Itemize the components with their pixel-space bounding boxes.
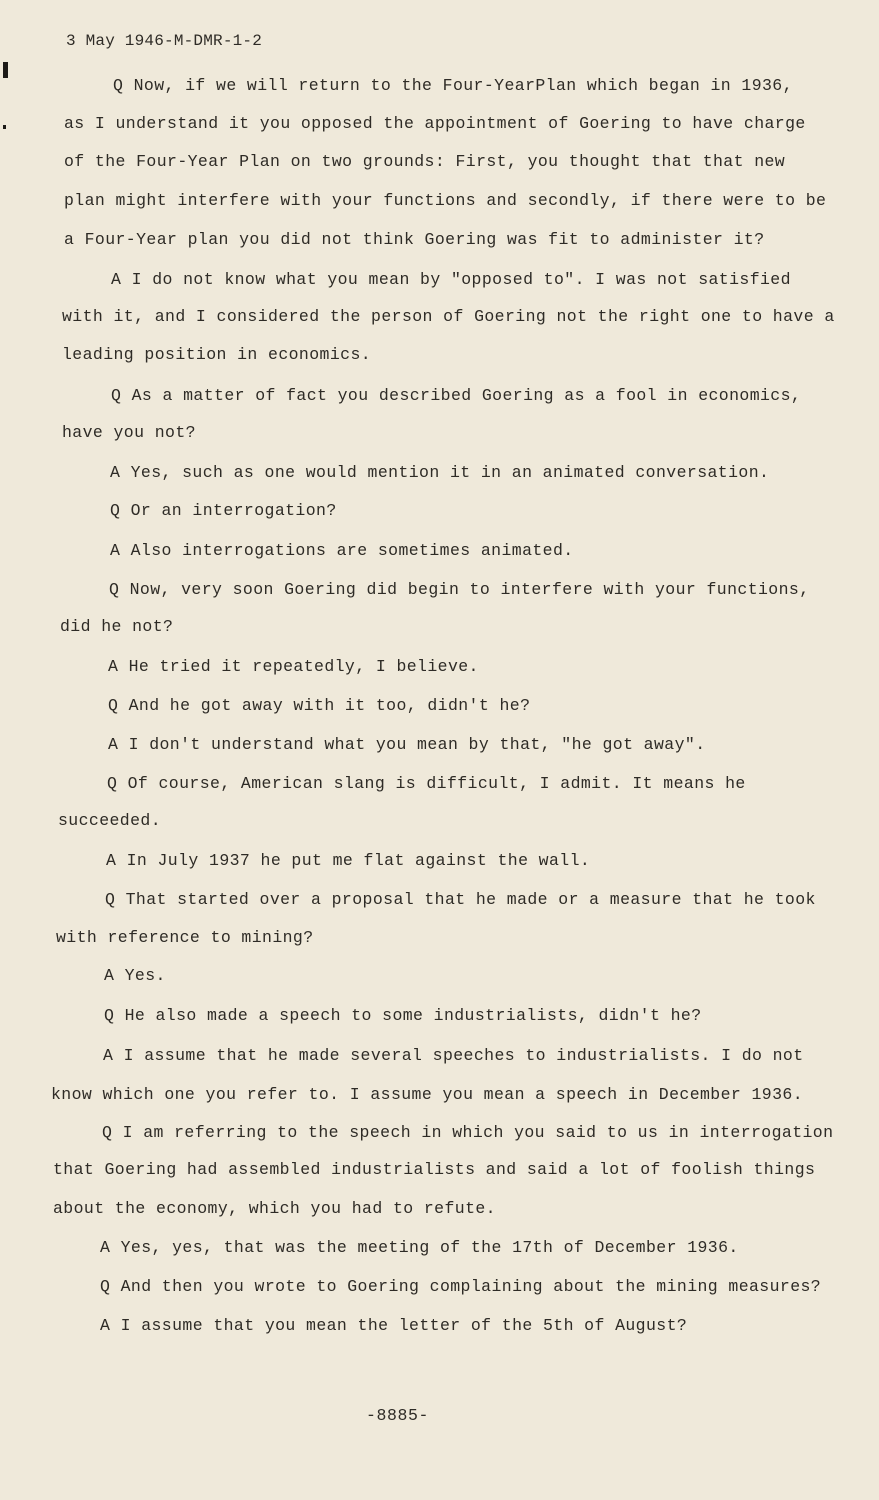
transcript-line: A I do not know what you mean by "opposed to". I was not satisfied bbox=[111, 270, 791, 289]
transcript-line: Q And then you wrote to Goering complaining about the mining measures? bbox=[100, 1277, 822, 1296]
transcript-line: with reference to mining? bbox=[56, 928, 314, 947]
transcript-line: with it, and I considered the person of Goering not the right one to have a bbox=[62, 307, 835, 326]
transcript-line: as I understand it you opposed the appointment of Goering to have charge bbox=[64, 114, 806, 133]
document-reference: 3 May 1946-M-DMR-1-2 bbox=[66, 32, 263, 50]
page-number: -8885- bbox=[366, 1406, 430, 1425]
transcript-line: Q And he got away with it too, didn't he? bbox=[108, 696, 531, 715]
transcript-line: A I assume that you mean the letter of the 5th of August? bbox=[100, 1316, 688, 1335]
transcript-line: of the Four-Year Plan on two grounds: First, you thought that that new bbox=[64, 152, 786, 171]
transcript-line: a Four-Year plan you did not think Goering was fit to administer it? bbox=[64, 230, 765, 249]
transcript-line: Q That started over a proposal that he made or a measure that he took bbox=[105, 890, 816, 909]
transcript-line: that Goering had assembled industrialists and said a lot of foolish things bbox=[53, 1160, 816, 1179]
transcript-line: A Also interrogations are sometimes animated. bbox=[110, 541, 574, 560]
transcript-line: A I don't understand what you mean by that, "he got away". bbox=[108, 735, 706, 754]
transcript-line: know which one you refer to. I assume you mean a speech in December 1936. bbox=[51, 1085, 804, 1104]
transcript-line: Q He also made a speech to some industrialists, didn't he? bbox=[104, 1006, 702, 1025]
left-edge-mark bbox=[3, 62, 8, 78]
transcript-line: A In July 1937 he put me flat against the wall. bbox=[106, 851, 591, 870]
transcript-line: Q Of course, American slang is difficult, I admit. It means he bbox=[107, 774, 746, 793]
transcript-line: Q I am referring to the speech in which you said to us in interrogation bbox=[102, 1123, 834, 1142]
transcript-line: Q Now, very soon Goering did begin to interfere with your functions, bbox=[109, 580, 810, 599]
transcript-line: Q Now, if we will return to the Four-YearPlan which began in 1936, bbox=[113, 76, 793, 95]
transcript-line: A He tried it repeatedly, I believe. bbox=[108, 657, 479, 676]
left-edge-mark-small bbox=[3, 125, 6, 129]
transcript-line: Q As a matter of fact you described Goering as a fool in economics, bbox=[111, 386, 802, 405]
transcript-line: Q Or an interrogation? bbox=[110, 501, 337, 520]
transcript-line: about the economy, which you had to refute. bbox=[53, 1199, 496, 1218]
transcript-line: leading position in economics. bbox=[62, 345, 372, 364]
transcript-line: A Yes. bbox=[104, 966, 166, 985]
transcript-line: plan might interfere with your functions and secondly, if there were to be bbox=[64, 191, 827, 210]
transcript-line: A I assume that he made several speeches to industrialists. I do not bbox=[103, 1046, 804, 1065]
transcript-line: have you not? bbox=[62, 423, 196, 442]
transcript-line: did he not? bbox=[60, 617, 174, 636]
transcript-line: succeeded. bbox=[58, 811, 162, 830]
transcript-line: A Yes, such as one would mention it in an animated conversation. bbox=[110, 463, 770, 482]
transcript-line: A Yes, yes, that was the meeting of the 17th of December 1936. bbox=[100, 1238, 739, 1257]
